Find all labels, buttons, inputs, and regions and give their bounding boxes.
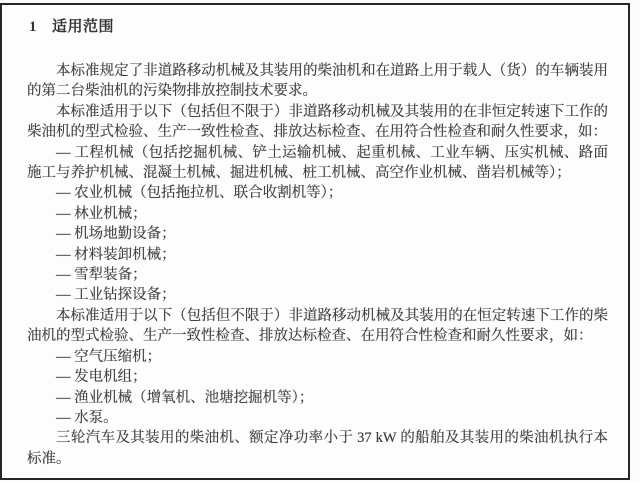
section-body	[2, 37, 628, 469]
section-heading	[2, 5, 628, 37]
paragraph-constant-speed-applicability: 本标准适用于以下（包括但不限于）非道路移动机械及其装用的在恒定转速下工作的柴油机的型式检验、生产一致性检查、排放达标检查、在用符合性检查和耐久性要求，如：	[27, 307, 608, 345]
paragraph-tricycle-and-ship-provision: 三轮汽车及其装用的柴油机、额定净功率小于 37 kW 的船舶及其装用的柴油机执行本标准。	[27, 430, 608, 467]
list-item-industrial-drilling-equipment: — 工业钻探设备；	[56, 287, 176, 304]
list-item-forestry-machinery: — 林业机械；	[56, 205, 147, 222]
list-item-material-handling-machinery: — 材料装卸机械；	[56, 246, 176, 263]
paragraph-scope-statement: 本标准规定了非道路移动机械及其装用的柴油机和在道路上用于载人（货）的车辆装用的第二台柴油机的污染物排放控制技术要求。	[27, 63, 608, 100]
list-item-agricultural-machinery: — 农业机械（包括拖拉机、联合收割机等）；	[56, 185, 343, 202]
list-item-construction-machinery: — 工程机械（包括挖掘机械、铲土运输机械、起重机械、工业车辆、压实机械、路面施工与养护机械、混凝土机械、掘进机械、桩工机械、高空作业机械、凿岩机械等）；	[27, 144, 608, 182]
list-item-airport-ground-equipment: — 机场地勤设备；	[56, 226, 176, 243]
list-item-fishery-machinery: — 渔业机械（增氧机、池塘挖掘机等）；	[56, 389, 314, 406]
list-item-snow-plow-equipment: — 雪犁装备；	[56, 267, 147, 284]
paragraph-variable-speed-applicability: 本标准适用于以下（包括但不限于）非道路移动机械及其装用的在非恒定转速下工作的柴油机的型式检验、生产一致性检查、排放达标检查、在用符合性检查和耐久性要求，如：	[27, 103, 608, 141]
scanned-document-page	[0, 3, 630, 480]
section-title: 适用范围	[52, 19, 115, 35]
list-item-water-pump: — 水泵。	[56, 409, 118, 426]
list-item-generator-set: — 发电机组；	[56, 369, 147, 386]
section-number: 1	[29, 19, 37, 35]
list-item-air-compressor: — 空气压缩机；	[56, 348, 162, 365]
